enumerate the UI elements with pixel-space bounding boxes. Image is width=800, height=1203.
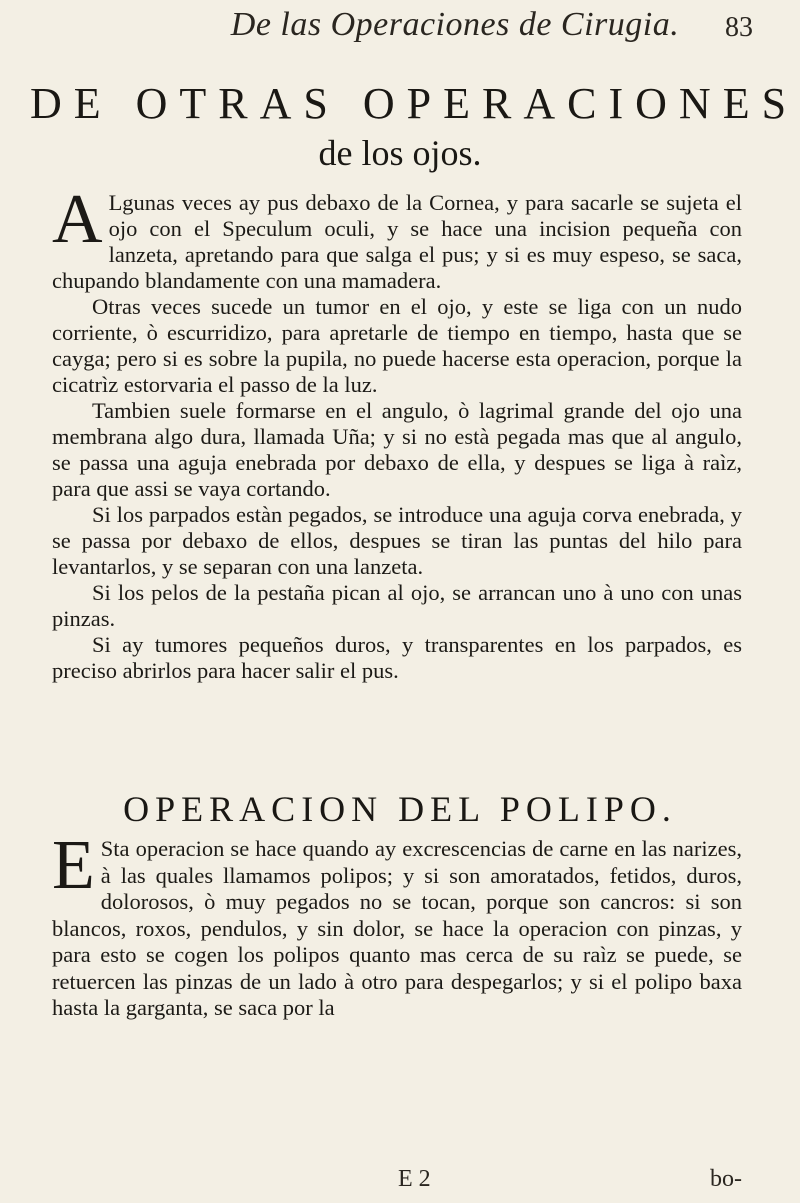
section-body — [52, 827, 742, 1022]
paragraph-text: Lgunas veces ay pus debaxo de la Cornea, y para sacarle se sujeta el ojo con el Speculum oculi, y se hace una incision pequeña con lanzeta, apretando para que salga el pus; y si es muy espeso, se saca, chupando blandamente con una mamadera. — [52, 190, 742, 293]
paragraph: Otras veces sucede un tumor en el ojo, y este se liga con un nudo corriente, ò escurridizo, para apretarle de tiempo en tiempo, hasta que se cayga; pero si es sobre la pupila, no puede hacerse esta operacion, porque la cicatrìz estorvaria el passo de la luz. — [52, 294, 742, 397]
section-title: OPERACION DEL POLIPO. — [123, 789, 677, 829]
chapter-subtitle: de los ojos. — [318, 133, 482, 173]
drop-cap: A — [52, 181, 103, 258]
paragraph: Tambien suele formarse en el angulo, ò lagrimal grande del ojo una membrana algo dura, llamada Uña; y si no està pegada mas que al angulo, se passa una aguja enebrada por debaxo de ella, y despues se liga à raìz, para que assi se vaya cortando. — [52, 398, 742, 501]
signature-mark: E 2 — [398, 1166, 431, 1192]
drop-cap: E — [52, 827, 95, 904]
page-footer — [0, 1166, 800, 1200]
paragraph — [52, 827, 742, 1022]
paragraph: Si los parpados estàn pegados, se introduce una aguja corva enebrada, y se passa por debaxo de ellos, despues se tiran las puntas del hilo para levantarlos, y se separan con una lanzeta. — [52, 502, 742, 579]
paragraph: Si ay tumores pequeños duros, y transparentes en los parpados, es preciso abrirlos para hacer salir el pus. — [52, 632, 742, 683]
chapter-body — [52, 181, 742, 684]
page-number: 83 — [725, 12, 753, 43]
chapter-title: DE OTRAS OPERACIONES — [30, 79, 799, 128]
paragraph: Si los pelos de la pestaña pican al ojo, se arrancan uno à uno con unas pinzas. — [52, 580, 742, 631]
catchword: bo- — [710, 1166, 742, 1192]
running-title: De las Operaciones de Cirugia. — [230, 6, 680, 43]
paragraph-text: Sta operacion se hace quando ay excrescencias de carne en las narizes, à las quales llamamos polipos; y si son amoratados, fetidos, duros, dolorosos, ò muy pegados no se tocan, porque son cancros: si son blancos, roxos, pendulos, y sin dolor, se hace la operacion con pinzas, y para esto se cogen los polipos quanto mas cerca de su raìz se puede, se retuercen las pinzas de un lado à otro para despegarlos; y si el polipo baxa hasta la garganta, se saca por la — [52, 836, 742, 1020]
running-head — [0, 6, 800, 56]
paragraph — [52, 181, 742, 294]
